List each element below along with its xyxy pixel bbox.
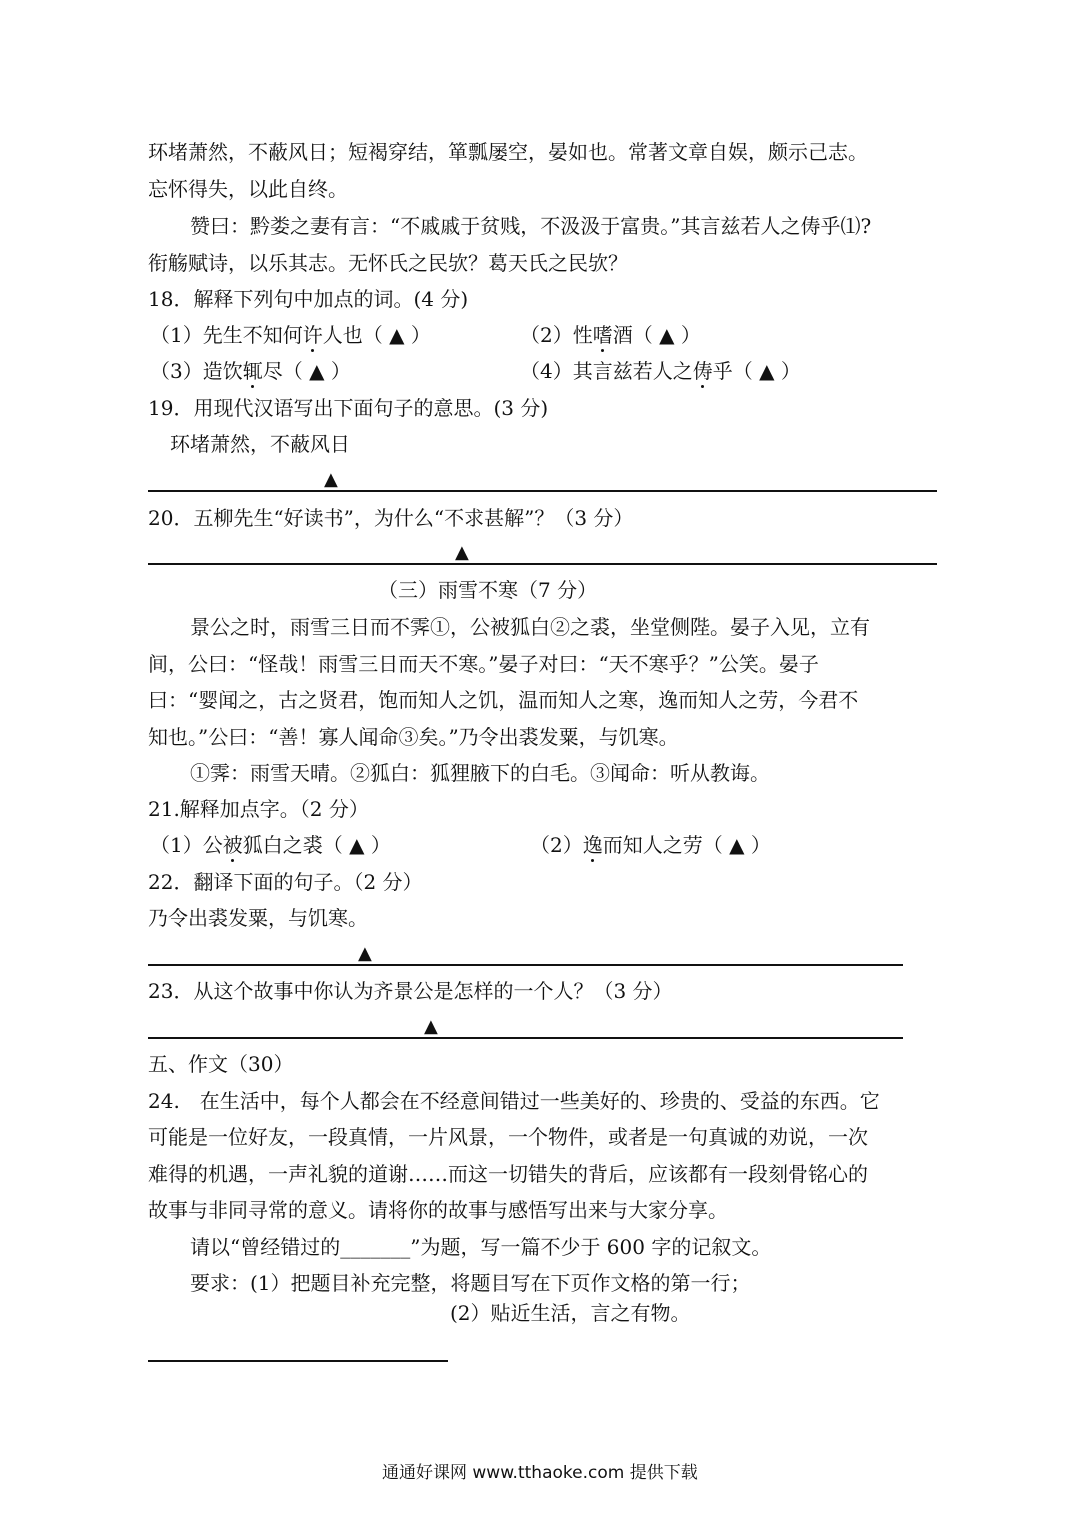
passage-line-2: 忘怀得失，以此自终。 — [148, 177, 348, 201]
section3-line-3: 曰：“婴闻之，古之贤君，饱而知人之饥，温而知人之寒，逸而知人之劳，今君不 — [148, 688, 859, 712]
answer-line[interactable] — [148, 563, 937, 565]
q22-sentence: 乃令出裘发粟，与饥寒。 — [148, 906, 368, 930]
answer-line[interactable] — [148, 1037, 903, 1039]
emphasis-dot: 嗜 — [592, 323, 613, 347]
q24-line-4: 故事与非同寻常的意义。请将你的故事与感悟写出来与大家分享。 — [148, 1198, 728, 1222]
q24-prompt: 请以“曾经错过的_______”为题，写一篇不少于 600 字的记叙文。 — [190, 1235, 772, 1259]
q24-requirement-2: (2）贴近生活，言之有物。 — [450, 1301, 691, 1325]
answer-marker: ▲ — [455, 542, 469, 563]
q19-title: 19．用现代汉语写出下面句子的意思。(3 分) — [148, 396, 549, 420]
passage-line-3: 赞曰：黔娄之妻有言：“不戚戚于贫贱，不汲汲于富贵。”其言兹若人之俦乎⑴? — [190, 214, 872, 238]
footnote-divider — [148, 1360, 448, 1362]
q19-sentence: 环堵萧然，不蔽风日 — [170, 432, 350, 456]
q18-item-3: （3）造饮辄尽（ ▲ ） — [150, 359, 351, 383]
section3-line-2: 间，公曰：“怪哉！雨雪三日而天不寒。”晏子对曰：“天不寒乎？”公笑。晏子 — [148, 652, 819, 676]
emphasis-dot: 许 — [302, 323, 323, 347]
q18-item-1: （1）先生不知何许人也（ ▲ ） — [150, 323, 431, 347]
passage-line-1: 环堵萧然，不蔽风日；短褐穿结，箪瓢屡空，晏如也。常著文章自娱，颇示己志。 — [148, 140, 868, 164]
answer-line[interactable] — [148, 964, 903, 966]
emphasis-dot: 逸 — [582, 833, 603, 857]
section3-line-1: 景公之时，雨雪三日而不霁①，公被狐白②之裘，坐堂侧陛。晏子入见，立有 — [190, 615, 870, 639]
emphasis-dot: 辄 — [242, 359, 263, 383]
section3-line-4: 知也。”公曰：“善！寡人闻命③矣。”乃令出裘发粟，与饥寒。 — [148, 725, 679, 749]
page-footer: 通通好课网 www.tthaoke.com 提供下载 — [382, 1463, 698, 1483]
emphasis-dot: 俦 — [692, 359, 713, 383]
q18-item-2: （2）性嗜酒（ ▲ ） — [520, 323, 701, 347]
answer-marker: ▲ — [358, 943, 372, 964]
q24-requirement-1: 要求：(1）把题目补充完整，将题目写在下页作文格的第一行； — [190, 1271, 751, 1295]
answer-line[interactable] — [148, 490, 937, 492]
q18-item-4: （4）其言兹若人之俦乎（ ▲ ） — [520, 359, 801, 383]
answer-marker: ▲ — [424, 1016, 438, 1037]
answer-marker: ▲ — [324, 469, 338, 490]
section3-notes: ①霁：雨雪天晴。②狐白：狐狸腋下的白毛。③闻命：听从教诲。 — [190, 761, 770, 785]
q23-title: 23．从这个故事中你认为齐景公是怎样的一个人？（3 分） — [148, 979, 673, 1003]
q20-title: 20．五柳先生“好读书”，为什么“不求甚解”？（3 分） — [148, 506, 634, 530]
q24-line-2: 可能是一位好友，一段真情，一片风景，一个物件，或者是一句真诚的劝说，一次 — [148, 1125, 868, 1149]
passage-line-4: 衔觞赋诗，以乐其志。无怀氏之民欤？葛天氏之民欤？ — [148, 251, 628, 275]
q22-title: 22．翻译下面的句子。（2 分） — [148, 870, 423, 894]
q21-item-2: （2）逸而知人之劳（ ▲ ） — [530, 833, 771, 857]
q21-title: 21.解释加点字。（2 分） — [148, 797, 369, 821]
section3-title: （三）雨雪不寒（7 分） — [378, 578, 598, 602]
emphasis-dot: 被 — [222, 833, 243, 857]
section5-title: 五、作文（30） — [148, 1052, 294, 1076]
q21-item-1: （1）公被狐白之裘（ ▲ ） — [150, 833, 391, 857]
q18-title: 18．解释下列句中加点的词。(4 分) — [148, 287, 469, 311]
q24-line-1: 24. 在生活中，每个人都会在不经意间错过一些美好的、珍贵的、受益的东西。它 — [148, 1089, 880, 1113]
q24-line-3: 难得的机遇，一声礼貌的道谢……而这一切错失的背后，应该都有一段刻骨铭心的 — [148, 1162, 868, 1186]
